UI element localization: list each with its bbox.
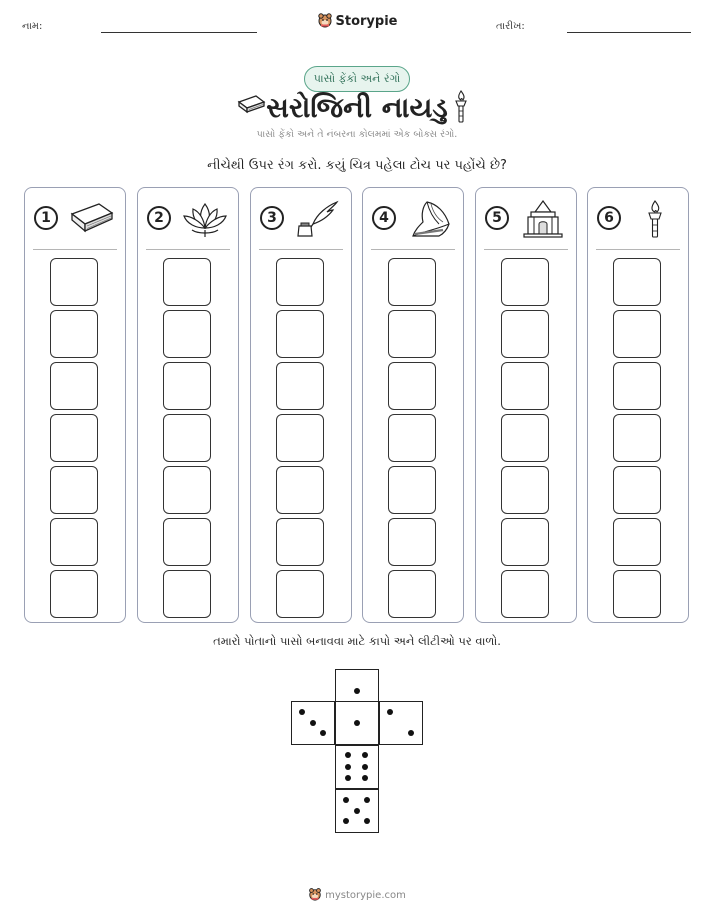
dice-face[interactable] (379, 701, 423, 745)
column-divider (146, 249, 230, 250)
color-box[interactable] (163, 258, 211, 306)
storypie-mascot-icon (317, 12, 333, 28)
color-box[interactable] (388, 570, 436, 618)
column-number: 6 (597, 206, 621, 230)
color-box[interactable] (276, 310, 324, 358)
dice-face[interactable] (335, 701, 379, 745)
footer (0, 887, 714, 901)
column-divider (596, 249, 680, 250)
column-3 (250, 187, 352, 623)
color-box[interactable] (276, 258, 324, 306)
roll-and-color-badge: પાસો ફેંકો અને રંગો (304, 66, 410, 92)
torch-icon (630, 200, 680, 238)
dice-pip (345, 775, 351, 781)
color-box[interactable] (501, 258, 549, 306)
dice-pip (343, 818, 349, 824)
dice-pip (345, 752, 351, 758)
color-box[interactable] (613, 518, 661, 566)
column-header (138, 200, 238, 244)
color-box[interactable] (163, 518, 211, 566)
torch-icon (453, 90, 469, 124)
page-title: સરોજિની નાયડુ (266, 91, 448, 124)
dice-pip (354, 720, 360, 726)
instruction: નીચેથી ઉપર રંગ કરો. કયું ચિત્ર પહેલા ટોચ પર પહોંચે છે? (207, 158, 507, 173)
dice-pip (343, 797, 349, 803)
column-divider (33, 249, 117, 250)
dice-pip (408, 730, 414, 736)
color-box[interactable] (501, 518, 549, 566)
column-divider (259, 249, 343, 250)
color-box[interactable] (613, 414, 661, 462)
title-row (0, 88, 714, 128)
dice-pip (320, 730, 326, 736)
color-box[interactable] (276, 570, 324, 618)
column-header (25, 200, 125, 244)
color-box[interactable] (613, 466, 661, 514)
column-divider (371, 249, 455, 250)
color-box[interactable] (501, 570, 549, 618)
column-number: 4 (372, 206, 396, 230)
color-box[interactable] (163, 310, 211, 358)
column-number: 3 (260, 206, 284, 230)
column-5 (475, 187, 577, 623)
dice-pip (364, 797, 370, 803)
color-box[interactable] (501, 362, 549, 410)
dice-pip (345, 764, 351, 770)
column-number: 5 (485, 206, 509, 230)
color-box[interactable] (388, 258, 436, 306)
column-2 (137, 187, 239, 623)
saree-icon (405, 200, 455, 238)
name-line[interactable] (101, 32, 257, 33)
dice-pip (299, 709, 305, 715)
color-box[interactable] (501, 466, 549, 514)
dice-face[interactable] (335, 789, 379, 833)
column-number: 2 (147, 206, 171, 230)
color-box[interactable] (50, 362, 98, 410)
color-box[interactable] (388, 466, 436, 514)
color-box[interactable] (388, 310, 436, 358)
color-box[interactable] (388, 362, 436, 410)
subtitle: પાસો ફેંકો અને તે નંબરના કોલમમાં એક બોક્સ રંગો. (256, 129, 458, 140)
color-box[interactable] (163, 570, 211, 618)
color-box[interactable] (276, 466, 324, 514)
column-header (251, 200, 351, 244)
dice-face[interactable] (335, 745, 379, 789)
color-box[interactable] (613, 258, 661, 306)
column-number: 1 (34, 206, 58, 230)
date-label: તારીખ: (496, 21, 525, 32)
footer-url: mystorypie.com (325, 890, 406, 901)
color-box[interactable] (163, 414, 211, 462)
date-line[interactable] (567, 32, 691, 33)
dice-face[interactable] (291, 701, 335, 745)
color-box[interactable] (50, 518, 98, 566)
color-box[interactable] (388, 414, 436, 462)
color-box[interactable] (501, 414, 549, 462)
temple-icon (518, 200, 568, 238)
dice-pip (354, 688, 360, 694)
color-box[interactable] (50, 414, 98, 462)
color-box[interactable] (276, 518, 324, 566)
column-divider (484, 249, 568, 250)
color-box[interactable] (50, 310, 98, 358)
dice-pip (387, 709, 393, 715)
brand-name: Storypie (335, 14, 398, 29)
color-box[interactable] (613, 362, 661, 410)
column-1 (24, 187, 126, 623)
book-icon (67, 200, 117, 238)
color-box[interactable] (276, 414, 324, 462)
color-box[interactable] (276, 362, 324, 410)
color-box[interactable] (163, 362, 211, 410)
dice-pip (362, 775, 368, 781)
dice-pip (362, 752, 368, 758)
name-label: નામ: (22, 21, 43, 32)
color-box[interactable] (501, 310, 549, 358)
color-box[interactable] (163, 466, 211, 514)
storypie-mascot-icon (308, 887, 322, 901)
color-box[interactable] (50, 258, 98, 306)
color-box[interactable] (388, 518, 436, 566)
lotus-icon (180, 200, 230, 238)
dice-pip (364, 818, 370, 824)
column-6 (587, 187, 689, 623)
brand-logo (0, 12, 714, 29)
column-header (588, 200, 688, 244)
dice-pip (362, 764, 368, 770)
dice-pip (354, 808, 360, 814)
quill-inkpot-icon (293, 200, 343, 238)
column-header (363, 200, 463, 244)
dice-pip (310, 720, 316, 726)
column-header (476, 200, 576, 244)
color-box[interactable] (50, 570, 98, 618)
color-box[interactable] (613, 570, 661, 618)
cut-instruction: તમારો પોતાનો પાસો બનાવવા માટે કાપો અને લીટીઓ પર વાળો. (213, 634, 501, 648)
color-box[interactable] (50, 466, 98, 514)
column-4 (362, 187, 464, 623)
color-box[interactable] (613, 310, 661, 358)
